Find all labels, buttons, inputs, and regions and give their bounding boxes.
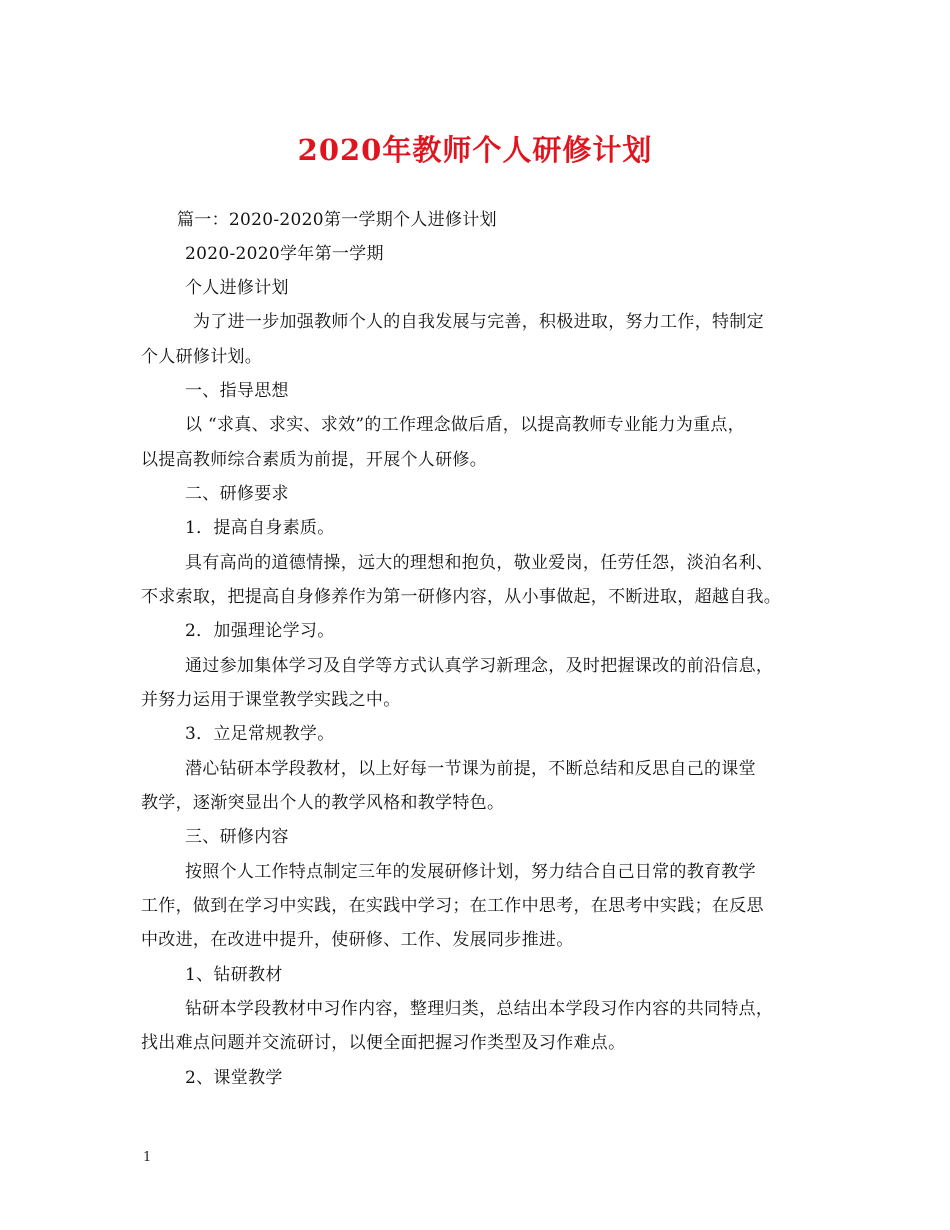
- text-line: 中改进，在改进中提升，使研修、工作、发展同步推进。: [141, 930, 574, 950]
- document-title: 2020年教师个人研修计划: [297, 133, 653, 167]
- text-line: 以提高教师综合素质为前提，开展个人研修。: [141, 450, 487, 470]
- text-line: 教学，逐渐突显出个人的教学风格和教学特色。: [141, 793, 505, 813]
- text-line: 一、指导思想: [185, 381, 289, 401]
- text-line: 篇一：2020-2020第一学期个人进修计划: [177, 210, 497, 230]
- text-line: 不求索取，把提高自身修养作为第一研修内容，从小事做起，不断进取，超越自我。: [141, 587, 782, 607]
- text-line: 2、课堂教学: [185, 1068, 283, 1088]
- text-line: 二、研修要求: [185, 484, 289, 504]
- text-line: 为了进一步加强教师个人的自我发展与完善，积极进取，努力工作，特制定: [193, 312, 764, 332]
- text-line: 三、研修内容: [185, 827, 289, 847]
- text-line: 钻研本学段教材中习作内容，整理归类，总结出本学段习作内容的共同特点，: [185, 999, 774, 1019]
- text-line: 工作，做到在学习中实践，在实践中学习；在工作中思考，在思考中实践；在反思: [141, 896, 764, 916]
- text-line: 3．立足常规教学。: [185, 724, 335, 744]
- text-line: 个人进修计划: [185, 278, 289, 298]
- text-line: 找出难点问题并交流研讨，以便全面把握习作类型及习作难点。: [141, 1033, 626, 1053]
- text-line: 具有高尚的道德情操，远大的理想和抱负，敬业爱岗，任劳任怨，淡泊名利、: [185, 553, 774, 573]
- text-line: 1、钻研教材: [185, 965, 283, 985]
- text-line: 潜心钻研本学段教材，以上好每一节课为前提，不断总结和反思自己的课堂: [185, 759, 756, 779]
- text-line: 1．提高自身素质。: [185, 518, 335, 538]
- text-line: 2020-2020学年第一学期: [185, 244, 384, 264]
- text-line: 通过参加集体学习及自学等方式认真学习新理念，及时把握课改的前沿信息，: [185, 656, 774, 676]
- text-line: 按照个人工作特点制定三年的发展研修计划，努力结合自己日常的教育教学: [185, 862, 756, 882]
- text-line: 个人研修计划。: [141, 347, 263, 367]
- text-line: 2．加强理论学习。: [185, 621, 335, 641]
- text-line: 并努力运用于课堂教学实践之中。: [141, 690, 401, 710]
- page-number: 1: [143, 1150, 152, 1165]
- text-line: 以 “求真、求实、求效”的工作理念做后盾，以提高教师专业能力为重点，: [185, 415, 745, 435]
